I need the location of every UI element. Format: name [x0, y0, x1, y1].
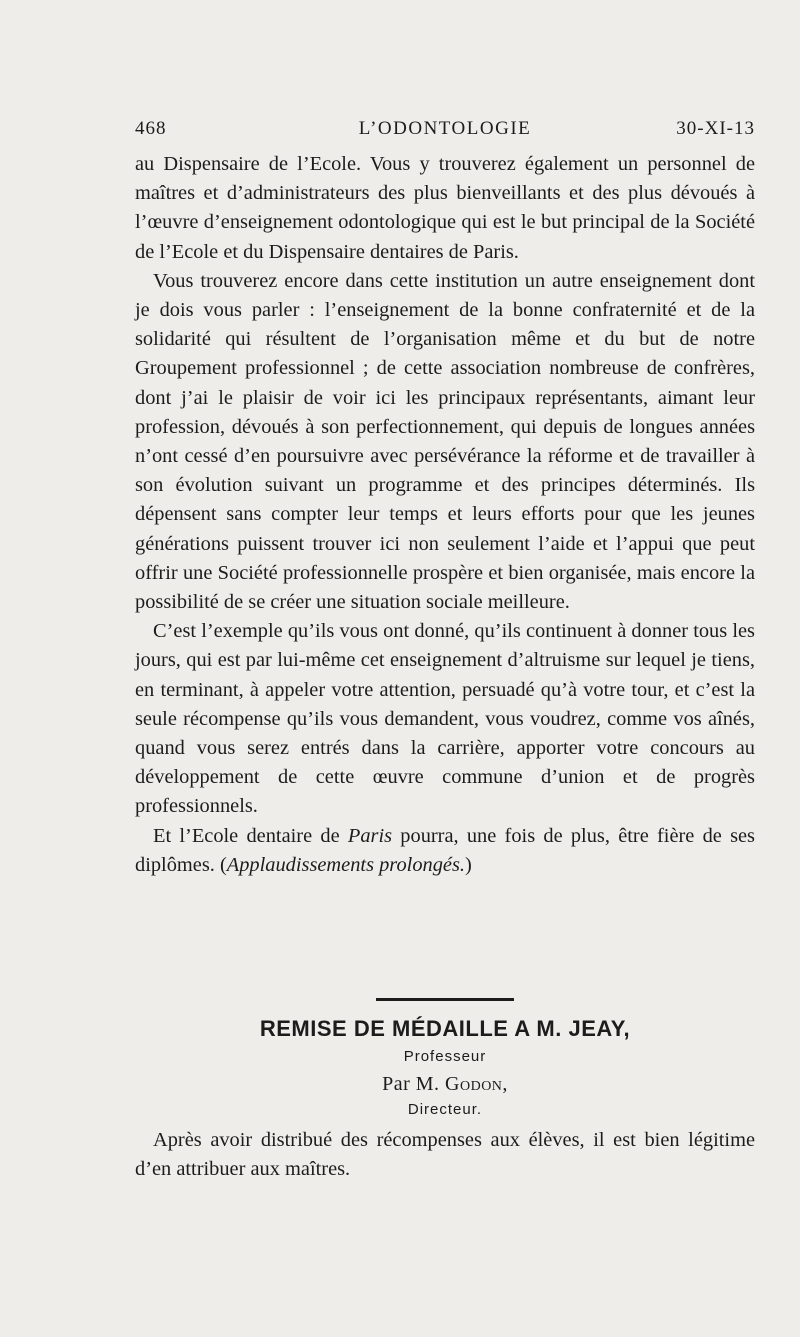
section-divider [376, 998, 514, 1001]
section-text [135, 1126, 755, 1184]
paragraph: au Dispensaire de l’Ecole. Vous y trouverez également un personnel de maîtres et d’administrateurs des plus bienveillants et des plus dévoués à l’œuvre d’enseignement odontologique qui est le but principal de la Société de l’Ecole et du Dispensaire dentaires de Paris. [135, 153, 755, 263]
paragraph-final [135, 822, 755, 880]
section-title: REMISE DE MÉDAILLE A M. JEAY, [259, 1016, 631, 1041]
text-span: ) [465, 853, 472, 876]
paragraph: C’est l’exemple qu’ils vous ont donné, qu’ils continuent à donner tous les jours, qui est par lui-même cet enseignement d’altruisme sur lequel je tiens, en terminant, à appeler votre attention, persuadé qu’à votre tour, et c’est la seule récompense qu’ils vous demandent, vous voudrez, comme vos aînés, quand vous serez entrés dans la carrière, apporter votre concours au développement de cette œuvre commune d’union et de progrès professionnels. [135, 620, 755, 818]
italic-paris: Paris [347, 824, 393, 847]
main-text [135, 150, 755, 880]
section-byline [135, 1073, 755, 1096]
section-byline-role: Directeur. [407, 1101, 483, 1118]
running-title: L’ODONTOLOGIE [358, 118, 532, 139]
byline-name: Godon, [445, 1073, 508, 1095]
italic-applause: Applaudissements prolongés. [226, 853, 466, 876]
text-span: pourra, une fois de plus, être fière de ses diplômes. ( [135, 824, 755, 876]
text-span: Et l’Ecole dentaire de [153, 824, 348, 847]
paragraph: Après avoir distribué des récompenses aux élèves, il est bien légitime d’en attribuer aux maîtres. [135, 1129, 755, 1181]
paragraph: Vous trouverez encore dans cette institution un autre enseignement dont je dois vous parler : l’enseignement de la bonne confraternité et de la solidarité qui résultent de l’organisation même et du but de notre Groupement professionnel ; de cette association nombreuse de confrères, dont j’ai le plaisir de voir ici les principaux représentants, aimant leur profession, dévoués à son perfectionnement, qui depuis de longues années n’ont cessé d’en poursuivre avec persévérance la réforme et de travailler à son évolution suivant un programme et des principes déterminés. Ils dépensent sans compter leur temps et leurs efforts pour que les jeunes générations puissent trouver ici non seulement l’aide et l’appui que peut offrir une Société professionnelle prospère et bien organisée, mais encore la possibilité de se créer une situation sociale meilleure. [135, 269, 755, 614]
page-number: 468 [135, 118, 167, 139]
section-subtitle-role: Professeur [403, 1048, 487, 1065]
issue-date: 30-XI-13 [676, 118, 755, 139]
byline-prefix: Par M. [382, 1073, 446, 1095]
